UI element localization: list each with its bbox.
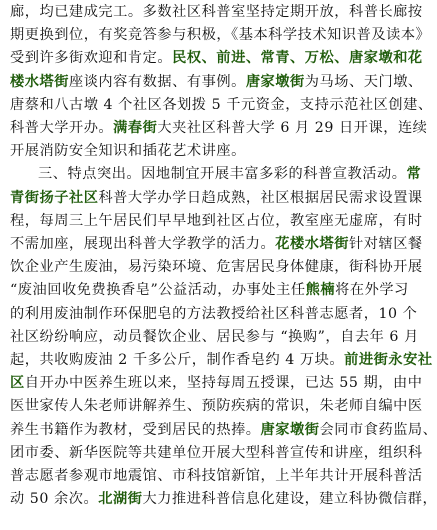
text-segment: 饮企业产生废油，易污染环境、危害居民身体健康，街科协开展 xyxy=(10,259,423,276)
text-segment: 程，每周三上午居民们早早地到社区占位，教室座无虚席，有时 xyxy=(10,212,423,229)
text-line xyxy=(10,116,427,141)
text-segment: 廊，均已建成完工。多数社区科普室坚持定期开放，科普长廊按 xyxy=(10,4,423,20)
text-line xyxy=(10,441,423,466)
text-line xyxy=(10,93,433,118)
highlighted-name: 满春街 xyxy=(113,120,158,136)
text-segment: 将在外学习 xyxy=(335,282,409,299)
text-line xyxy=(10,487,437,512)
text-segment: 针对辖区餐 xyxy=(348,236,423,252)
text-segment: 科普大学办学日趋成熟，社区根据居民需求设置课 xyxy=(98,189,423,206)
highlighted-name: 熊楠 xyxy=(305,282,336,299)
text-segment: 不需加座，展现出科普大学教学的活力。 xyxy=(10,236,276,252)
highlighted-name: 民权、前进、常青、万松、唐家墩和花 xyxy=(172,50,423,67)
text-line xyxy=(10,278,409,303)
text-segment: 唐蔡和八古墩 4 个社区各划拨 5 千元资金，支持示范社区创建、 xyxy=(10,96,433,113)
text-line xyxy=(10,394,423,419)
highlighted-name: 青街扬子社区 xyxy=(10,189,99,206)
text-line xyxy=(10,186,423,211)
text-line xyxy=(10,209,423,234)
highlighted-name: 楼水塔街 xyxy=(10,73,69,90)
text-segment: 三、特点突出。因地制宜开展丰富多彩的科普宣教活动。 xyxy=(38,166,407,183)
text-line xyxy=(10,348,433,373)
text-line xyxy=(10,325,419,350)
highlighted-name: 区 xyxy=(10,375,25,392)
text-line xyxy=(10,139,246,164)
text-line xyxy=(10,0,423,25)
text-line xyxy=(10,232,423,257)
text-segment: 起，共收购废油 2 千多公斤，制作香皂约 4 万块。 xyxy=(10,352,345,368)
text-segment: 动 50 余次。 xyxy=(10,491,99,508)
text-line xyxy=(10,255,423,280)
text-line xyxy=(10,418,437,443)
text-segment: 开展消防安全知识和插花艺术讲座。 xyxy=(10,143,246,160)
text-segment: 受到许多街欢迎和肯定。 xyxy=(10,50,173,67)
text-line xyxy=(10,371,422,396)
text-line xyxy=(10,464,423,489)
document-page xyxy=(10,0,437,530)
highlighted-name: 唐家墩街 xyxy=(245,73,305,90)
text-segment: 科普大学开办。 xyxy=(10,120,114,136)
text-segment: 座谈内容有数据、有事例。 xyxy=(68,73,246,90)
text-segment: 的利用废油制作环保肥皂的方法教授给社区科普志愿者，10 个 xyxy=(10,305,418,322)
text-segment: 大力推进科普信息化建设，建立科协微信群， xyxy=(142,491,437,508)
text-line xyxy=(10,23,430,48)
text-segment: 团市委、新华医院等共建单位开展大型科普宣传和讲座，组织科 xyxy=(10,444,423,461)
highlighted-name: 前进街永安社 xyxy=(344,352,433,368)
highlighted-name: 唐家墩街 xyxy=(260,421,320,438)
highlighted-name: 花楼水塔街 xyxy=(275,236,349,252)
text-line xyxy=(38,162,421,187)
text-line xyxy=(10,46,423,71)
text-segment: 养生书籍作为教材，受到居民的热捧。 xyxy=(10,421,261,438)
highlighted-name: 常 xyxy=(406,166,422,183)
text-segment: 医世家传人朱老师讲解养生、预防疾病的常识，朱老师自编中医 xyxy=(10,398,423,415)
text-segment: 自开办中医养生班以来，坚持每周五授课，已达 55 期，由中 xyxy=(24,375,423,392)
text-segment: 大夹社区科普大学 6 月 29 日开课，连续 xyxy=(157,120,428,136)
highlighted-name: 北湖街 xyxy=(98,491,143,508)
text-segment: 为马场、天门墩、 xyxy=(304,73,423,90)
text-segment: 社区纷纷响应，动员餐饮企业、居民参与 “换购”，自去年 6 月 xyxy=(10,328,419,345)
text-segment: 会同市食药监局、 xyxy=(319,421,437,438)
text-segment: 普志愿者参观市地震馆、市科技馆新馆，上半年共计开展科普活 xyxy=(10,468,423,484)
text-line xyxy=(10,302,417,327)
text-segment: “废油回收免费换香皂”公益活动，办事处主任 xyxy=(10,282,306,299)
text-line xyxy=(10,70,423,95)
text-segment: 期更换到位，有奖竞答参与积极，《基本科学技术知识普及读本》 xyxy=(10,27,431,44)
